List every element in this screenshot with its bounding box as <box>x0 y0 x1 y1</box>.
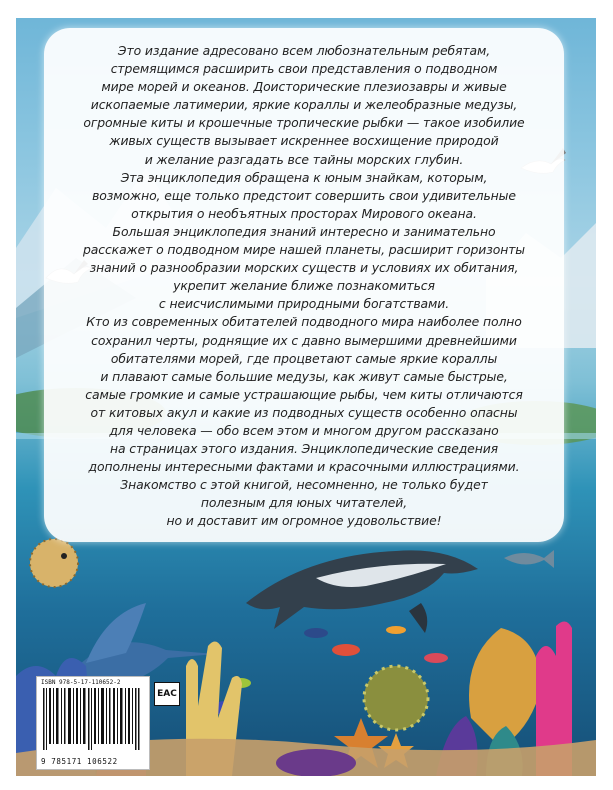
text-line: знаний о разнообразии морских существ и условиях их обитания, <box>89 260 519 276</box>
text-line: мире морей и океанов. Доисторические плезиозавры и живые <box>101 79 507 95</box>
text-line: Это издание адресовано всем любознательным ребятам, <box>117 43 491 58</box>
text-line: Знакомство с этой книгой, несомненно, не только будет <box>120 477 488 493</box>
dolphin <box>246 550 478 633</box>
text-line: от китовых акул и какие из подводных существ особенно опасны <box>90 404 518 420</box>
text-line: ископаемые латимерии, яркие кораллы и желеобразные медузы, <box>90 97 518 113</box>
text-line: и плавают самые большие медузы, как живут самые быстрые, <box>100 368 508 384</box>
isbn-label: ISBN 978-5-17-110652-2 <box>41 679 121 686</box>
text-line: Кто из современных обитателей подводного мира наиболее полно <box>86 314 522 330</box>
pufferfish <box>30 539 78 587</box>
text-line: самые громкие и самые устрашающие рыбы, чем киты отличаются <box>85 386 523 402</box>
eac-certification-mark: EAC <box>154 682 180 706</box>
text-line: Большая энциклопедия знаний интересно и занимательно <box>112 223 496 239</box>
text-line: на страницах этого издания. Энциклопедические сведения <box>109 441 499 457</box>
text-line: расскажет о подводном мире нашей планеты, расширит горизонты <box>83 242 525 258</box>
sea-urchin <box>276 749 356 776</box>
text-line: дополнены интересными фактами и красочными иллюстрациями. <box>88 459 520 475</box>
description-panel <box>44 28 564 542</box>
sea-sponge-ball <box>364 666 428 730</box>
text-line: огромные киты и крошечные тропические рыбки — такое изобилие <box>83 115 525 131</box>
text-line: живых существ вызывает искреннее восхищение природой <box>109 133 499 149</box>
text-line: обитателями морей, где процветают самые яркие кораллы <box>110 350 498 366</box>
text-line: укрепит желание ближе познакомиться <box>173 278 435 294</box>
back-cover-illustration <box>16 18 596 776</box>
text-line: но и доставит им огромное удовольствие! <box>166 513 442 529</box>
barcode-number: 9 785171 106522 <box>41 757 118 766</box>
small-fish-right <box>504 550 554 568</box>
text-line: для человека — обо всем этом и многом другом рассказано <box>109 422 499 438</box>
text-line: и желание разгадать все тайны морских глубин. <box>144 151 464 167</box>
text-line: сохранил черты, роднящие их с давно вымершими древнейшими <box>91 332 517 348</box>
text-line: открытия о необъятных просторах Мирового океана. <box>131 205 477 221</box>
text-line: Эта энциклопедия обращена к юным знайкам, которым, <box>120 169 488 185</box>
text-line: возможно, еще только предстоит совершить свои удивительные <box>92 187 516 203</box>
barcode-block <box>36 676 150 770</box>
description-text <box>44 42 564 531</box>
text-line: полезным для юных читателей, <box>200 495 408 511</box>
text-line: с неисчислимыми природными богатствами. <box>158 296 450 312</box>
barcode-icon <box>43 688 141 750</box>
text-line: стремящимся расширить свои представления о подводном <box>110 61 498 77</box>
